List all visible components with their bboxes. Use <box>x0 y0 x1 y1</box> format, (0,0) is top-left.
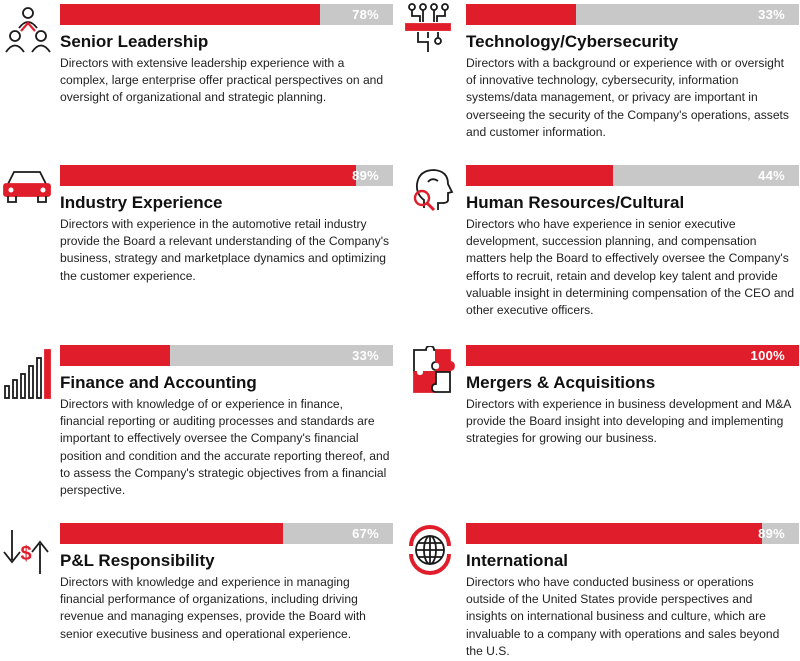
skill-description: Directors who have experience in senior executive development, succession planning, and compensation matters help the Board to effectively oversee the Company's efforts to recruit, retain and develop key talent and provide valuable insight in determining compensation of the CEO and other executive officers. <box>466 217 795 318</box>
skill-bar <box>466 4 799 25</box>
puzzle-icon <box>410 346 458 398</box>
skill-description: Directors with experience in business development and M&A provide the Board insight into developing and implementing strategies for growing our business. <box>466 397 791 446</box>
skill-title: Technology/Cybersecurity <box>466 32 679 51</box>
skill-bar-fill <box>466 4 576 25</box>
skill-bar <box>60 4 393 25</box>
globe-icon <box>406 524 454 576</box>
skill-title: Industry Experience <box>60 193 223 212</box>
bar-chart-icon <box>4 348 52 400</box>
skill-description: Directors with knowledge of or experience in finance, financial reporting or auditing processes and standards are important to effectively oversee the Company's financial position and condition and the accurate reporting thereof, and to assess the Company's strategic objectives from a financial perspective. <box>60 397 390 498</box>
skill-title: Human Resources/Cultural <box>466 193 685 212</box>
skill-title: International <box>466 551 569 570</box>
skill-title: Senior Leadership <box>60 32 209 51</box>
percent-label: 33% <box>352 348 379 363</box>
skill-description: Directors with knowledge and experience in managing financial performance of organizations, including driving revenue and managing expenses, provide the Board with senior executive business and operational experience. <box>60 575 366 641</box>
skill-bar-fill <box>60 4 320 25</box>
percent-label: 89% <box>352 168 379 183</box>
skill-description: Directors with experience in the automotive retail industry provide the Board a relevant understanding of the Company's business, strategy and marketplace dynamics and optimizing the customer experience. <box>60 217 390 283</box>
skill-bar <box>60 523 393 544</box>
percent-label: 67% <box>352 526 379 541</box>
percent-label: 100% <box>750 348 785 363</box>
skill-title: Mergers & Acquisitions <box>466 373 656 392</box>
skill-bar <box>466 165 799 186</box>
skill-bar-fill <box>466 345 799 366</box>
skill-bar <box>466 345 799 366</box>
percent-label: 44% <box>758 168 785 183</box>
leadership-people-icon <box>4 4 52 56</box>
head-search-icon <box>408 164 456 216</box>
skill-bar <box>60 165 393 186</box>
skill-bar-fill <box>60 523 283 544</box>
percent-label: 89% <box>758 526 785 541</box>
circuit-chip-icon <box>404 2 452 54</box>
skill-title: P&L Responsibility <box>60 551 215 570</box>
car-icon <box>2 164 52 216</box>
percent-label: 78% <box>352 7 379 22</box>
skill-description: Directors who have conducted business or operations outside of the United States provide perspectives and insights on international business and culture, which are invaluable to a company with operations and sales beyond the U.S. <box>466 575 780 658</box>
skill-bar-fill <box>60 345 170 366</box>
percent-label: 33% <box>758 7 785 22</box>
skill-bar-fill <box>466 165 613 186</box>
svg-text:$: $ <box>20 543 32 565</box>
skill-description: Directors with extensive leadership experience with a complex, large enterprise offer practical perspectives on and oversight of organizational and strategic planning. <box>60 56 384 105</box>
skill-bar-fill <box>466 523 762 544</box>
skill-bar <box>60 345 393 366</box>
skill-bar-fill <box>60 165 356 186</box>
dollar-arrows-icon <box>2 528 50 580</box>
skill-description: Directors with a background or experience with or oversight of innovative technology, cybersecurity, information systems/data management, or privacy are important in overseeing the security of the Company's operations, assets and customer information. <box>466 56 789 139</box>
skill-title: Finance and Accounting <box>60 373 257 392</box>
skill-bar <box>466 523 799 544</box>
